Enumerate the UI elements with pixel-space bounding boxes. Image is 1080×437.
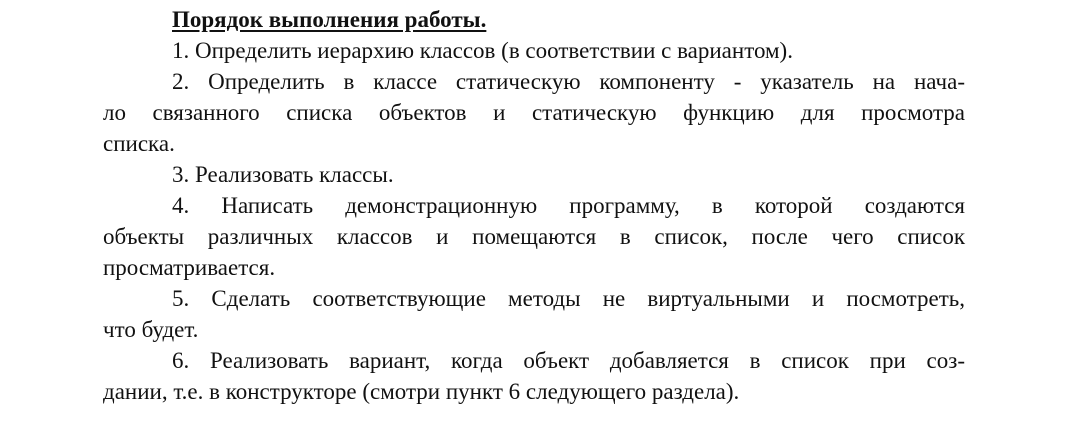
- list-item-5: [103, 283, 965, 345]
- list-item-5-line-1: 5. Сделать соответствующие методы не виртуальными и посмотреть,: [172, 286, 965, 311]
- list-item-4-line-3: просматривается.: [103, 255, 276, 280]
- list-item-2-line-1: 2. Определить в классе статическую компоненту - указатель на нача-: [172, 69, 965, 94]
- list-item-6-line-2: дании, т.е. в конструкторе (смотри пункт 6 следующего раздела).: [103, 379, 740, 404]
- list-item-6: [103, 345, 965, 407]
- list-item-3-line-1: 3. Реализовать классы.: [172, 162, 394, 187]
- section-heading: Порядок выполнения работы.: [172, 7, 487, 32]
- list-item-1: [103, 35, 965, 66]
- list-item-3: [103, 159, 965, 190]
- list-item-1-line-1: 1. Определить иерархию классов (в соответствии с вариантом).: [172, 38, 793, 63]
- document-body: [103, 4, 965, 407]
- list-item-5-line-2: что будет.: [103, 317, 199, 342]
- list-item-4-line-1: 4. Написать демонстрационную программу, в которой создаются: [172, 193, 965, 218]
- list-item-4-line-2: объекты различных классов и помещаются в список, после чего список: [103, 224, 965, 249]
- list-item-2-line-3: списка.: [103, 131, 175, 156]
- list-item-6-line-1: 6. Реализовать вариант, когда объект добавляется в список при соз-: [172, 348, 965, 373]
- list-item-2-line-2: ло связанного списка объектов и статическую функцию для просмотра: [103, 100, 965, 125]
- list-item-2: [103, 66, 965, 159]
- list-item-4: [103, 190, 965, 283]
